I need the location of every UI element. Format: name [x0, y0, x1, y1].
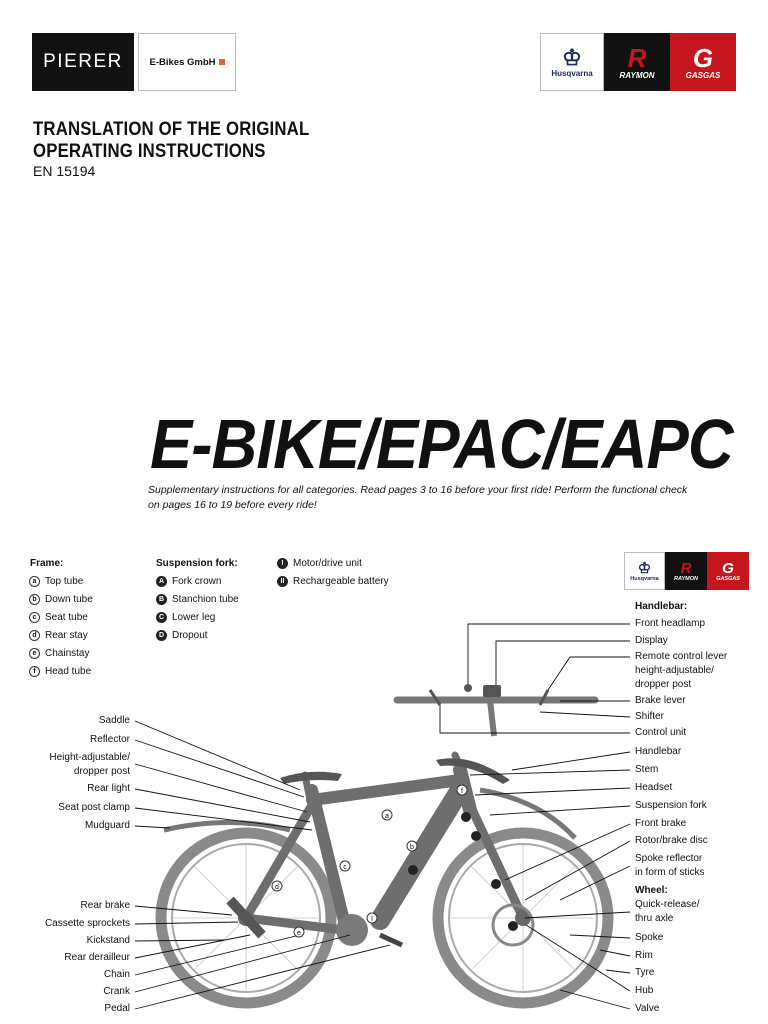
- label-control-unit: Control unit: [635, 727, 687, 738]
- husqvarna-crown-icon: ♔: [562, 44, 582, 70]
- legend-badge: c: [29, 612, 40, 623]
- label-suspension-fork: Suspension fork: [635, 800, 707, 811]
- svg-text:b: b: [410, 844, 414, 851]
- label-spoke: Spoke: [635, 932, 664, 943]
- legend-label: Motor/drive unit: [293, 558, 362, 569]
- label-brake-lever: Brake lever: [635, 695, 686, 706]
- rear-mudguard: [164, 823, 290, 831]
- label-rear-light: Rear light: [87, 783, 130, 794]
- top-tube: [312, 780, 460, 800]
- label-rim: Rim: [635, 950, 653, 961]
- label-seat-clamp: Seat post clamp: [58, 802, 130, 813]
- standard-code: EN 15194: [33, 163, 96, 179]
- label-mudguard: Mudguard: [84, 820, 130, 831]
- legend-badge: b: [29, 594, 40, 605]
- label-handlebar: Handlebar: [635, 746, 682, 757]
- label-pedal: Pedal: [104, 1003, 130, 1014]
- legend-label: Chainstay: [45, 648, 90, 659]
- label-headset: Headset: [635, 782, 673, 793]
- motor-shape: [336, 914, 368, 946]
- label-handlebar-heading: Handlebar:: [635, 601, 688, 612]
- stem-detail: [490, 700, 494, 736]
- fork-leg: [470, 805, 523, 918]
- title-line-2: OPERATING INSTRUCTIONS: [33, 140, 266, 162]
- legend-label: Down tube: [45, 594, 93, 605]
- ebikes-logo-text: E-Bikes GmbH: [149, 56, 216, 68]
- legend-badge: a: [29, 576, 40, 587]
- label-cassette: Cassette sprockets: [44, 918, 130, 929]
- saddle-shape: [280, 772, 342, 784]
- gasgas-g-icon: G: [722, 559, 734, 577]
- legend-badge: II: [277, 576, 288, 587]
- svg-text:a: a: [385, 813, 389, 820]
- headlamp-shape: [464, 684, 472, 692]
- gasgas-wordmark-small: GASGAS: [716, 575, 740, 582]
- legend-frame-heading: Frame:: [30, 558, 64, 569]
- subtitle-line-2: on pages 16 to 19 before every ride!: [148, 499, 317, 511]
- label-valve: Valve: [635, 1003, 660, 1014]
- label-hub: Hub: [635, 985, 654, 996]
- label-remote-1: Remote control lever: [635, 651, 728, 662]
- legend-label: Dropout: [172, 630, 208, 641]
- label-derailleur: Rear derailleur: [64, 952, 130, 963]
- label-spoke-reflector-1: Spoke reflector: [635, 853, 703, 864]
- label-crank: Crank: [103, 986, 130, 997]
- svg-text:e: e: [297, 930, 301, 937]
- label-dropper-2: dropper post: [73, 766, 130, 777]
- main-title: E-BIKE/EPAC/EAPC: [150, 405, 733, 483]
- label-wheel-heading: Wheel:: [635, 885, 668, 896]
- subtitle-line-1: Supplementary instructions for all categories. Read pages 3 to 16 before your first ride! Perform the functional check: [148, 484, 688, 496]
- legend-badge: I: [277, 558, 288, 569]
- label-remote-3: dropper post: [635, 679, 692, 690]
- display-shape: [483, 685, 501, 697]
- down-tube: [380, 790, 460, 920]
- svg-text:d: d: [275, 884, 279, 891]
- legend-label: Rear stay: [45, 630, 88, 641]
- label-front-brake: Front brake: [635, 818, 687, 829]
- raymon-r-icon: R: [680, 559, 692, 577]
- legend-label: Rechargeable battery: [293, 576, 389, 587]
- label-dropper-1: Height-adjustable/: [49, 752, 130, 763]
- label-quick-release-2: thru axle: [635, 913, 674, 924]
- label-tyre: Tyre: [635, 967, 655, 978]
- gasgas-wordmark: GASGAS: [685, 70, 721, 80]
- legend-fork-heading: Suspension fork:: [156, 558, 238, 569]
- svg-text:f: f: [461, 788, 463, 795]
- label-reflector: Reflector: [89, 734, 130, 745]
- legend-badge: C: [156, 612, 167, 623]
- title-line-1: TRANSLATION OF THE ORIGINAL: [33, 118, 310, 140]
- label-remote-2: height-adjustable/: [635, 665, 714, 676]
- gasgas-g-icon: G: [692, 42, 714, 73]
- legend-label: Top tube: [45, 576, 84, 587]
- label-chain: Chain: [103, 969, 130, 980]
- legend-label: Lower leg: [172, 612, 216, 623]
- label-stem: Stem: [635, 764, 659, 775]
- raymon-r-icon: R: [627, 42, 647, 73]
- label-saddle: Saddle: [98, 715, 130, 726]
- legend-badge: D: [156, 630, 167, 641]
- legend-label: Fork crown: [172, 576, 222, 587]
- raymon-wordmark: RAYMON: [619, 70, 655, 80]
- legend-badge: f: [29, 666, 40, 677]
- pierer-logo: PIERER: [32, 33, 134, 91]
- pedal-shape: [380, 935, 402, 945]
- legend-badge: e: [29, 648, 40, 659]
- husqvarna-wordmark-small: Husqvarna: [630, 575, 659, 582]
- label-kickstand: Kickstand: [86, 935, 130, 946]
- label-front-headlamp: Front headlamp: [635, 618, 706, 629]
- husqvarna-wordmark: Husqvarna: [551, 68, 593, 78]
- legend-label: Head tube: [45, 666, 92, 677]
- raymon-wordmark-small: RAYMON: [673, 575, 699, 582]
- legend-badge: B: [156, 594, 167, 605]
- label-rotor: Rotor/brake disc: [635, 835, 708, 846]
- label-spoke-reflector-2: in form of sticks: [635, 867, 705, 878]
- legend-label: Seat tube: [45, 612, 88, 623]
- label-shifter: Shifter: [635, 711, 664, 722]
- husqvarna-crown-icon: ♔: [637, 559, 652, 577]
- svg-text:c: c: [343, 864, 347, 871]
- legend-label: Stanchion tube: [172, 594, 239, 605]
- label-display: Display: [635, 635, 668, 646]
- label-quick-release-1: Quick-release/: [635, 899, 700, 910]
- legend-badge: A: [156, 576, 167, 587]
- label-rear-brake: Rear brake: [80, 900, 130, 911]
- legend-badge: d: [29, 630, 40, 641]
- svg-text:I: I: [371, 916, 373, 923]
